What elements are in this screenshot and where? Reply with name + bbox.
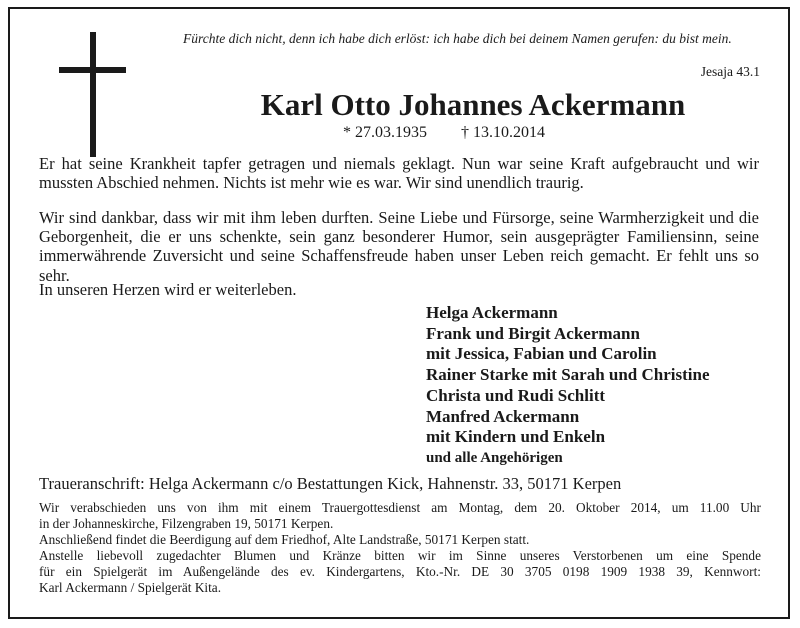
note-line: in der Johanneskirche, Filzengraben 19, 50171 Kerpen.	[39, 516, 334, 531]
birth-date: * 27.03.1935	[343, 124, 427, 141]
mourner-line: und alle Angehörigen	[426, 449, 563, 466]
mourner-line: mit Kindern und Enkeln	[426, 427, 606, 447]
note-line: Anstelle liebevoll zugedachter Blumen und Kränze bitten wir im Sinne unseres Verstorbenen um eine Spende	[39, 548, 761, 563]
paragraph-remembrance: In unseren Herzen wird er weiterleben.	[39, 280, 297, 299]
note-line: Anschließend findet die Beerdigung auf dem Friedhof, Alte Landstraße, 50171 Kerpen statt.	[39, 532, 530, 547]
mourning-address: Traueranschrift: Helga Ackermann c/o Bestattungen Kick, Hahnenstr. 33, 50171 Kerpen	[39, 474, 622, 493]
mourner-line: Helga Ackermann	[426, 303, 558, 322]
deceased-name: Karl Otto Johannes Ackermann	[260, 87, 686, 122]
cross-horizontal-bar	[59, 67, 126, 73]
mourners-list	[426, 303, 710, 469]
note-line: für ein Spielgerät im Außengelände des ev. Kindergartens, Kto.-Nr. DE 30 3705 0198 1909 1938 39, Kennwort:	[39, 564, 761, 579]
life-dates	[343, 124, 545, 142]
cross-vertical-bar	[90, 32, 96, 157]
mourner-line: Rainer Starke mit Sarah und Christine	[426, 365, 710, 385]
death-date: † 13.10.2014	[461, 124, 545, 141]
verse-reference: Jesaja 43.1	[700, 64, 760, 79]
paragraph-farewell: Er hat seine Krankheit tapfer getragen und niemals geklagt. Nun war seine Kraft aufgebraucht und wir mussten Abschied nehmen. Nichts ist mehr wie es war. Wir sind unendlich traurig.	[39, 154, 759, 193]
mourner-line: Christa und Rudi Schlitt	[426, 385, 606, 405]
mourner-line: Manfred Ackermann	[426, 406, 580, 426]
note-line: Wir verabschieden uns von ihm mit einem Trauergottesdienst am Montag, dem 20. Oktober 2014, um 11.00 Uhr	[39, 500, 761, 515]
paragraph-gratitude: Wir sind dankbar, dass wir mit ihm leben durften. Seine Liebe und Fürsorge, seine Warmherzigkeit und die Geborgenheit, die er uns schenkte, sein ganz besonderer Humor, sein ausgeprägter Familiensinn, seine immerwährende Zuversicht und seine Schaffensfreude haben unser Leben reich gemacht. Er fehlt uns so sehr.	[39, 208, 759, 285]
mourner-line: Frank und Birgit Ackermann	[426, 323, 640, 343]
note-line: Karl Ackermann / Spielgerät Kita.	[39, 580, 222, 595]
bible-verse: Fürchte dich nicht, denn ich habe dich erlöst: ich habe dich bei deinem Namen gerufen: du bist mein.	[183, 31, 732, 46]
service-notes	[39, 500, 761, 596]
mourner-line: mit Jessica, Fabian und Carolin	[426, 344, 657, 364]
